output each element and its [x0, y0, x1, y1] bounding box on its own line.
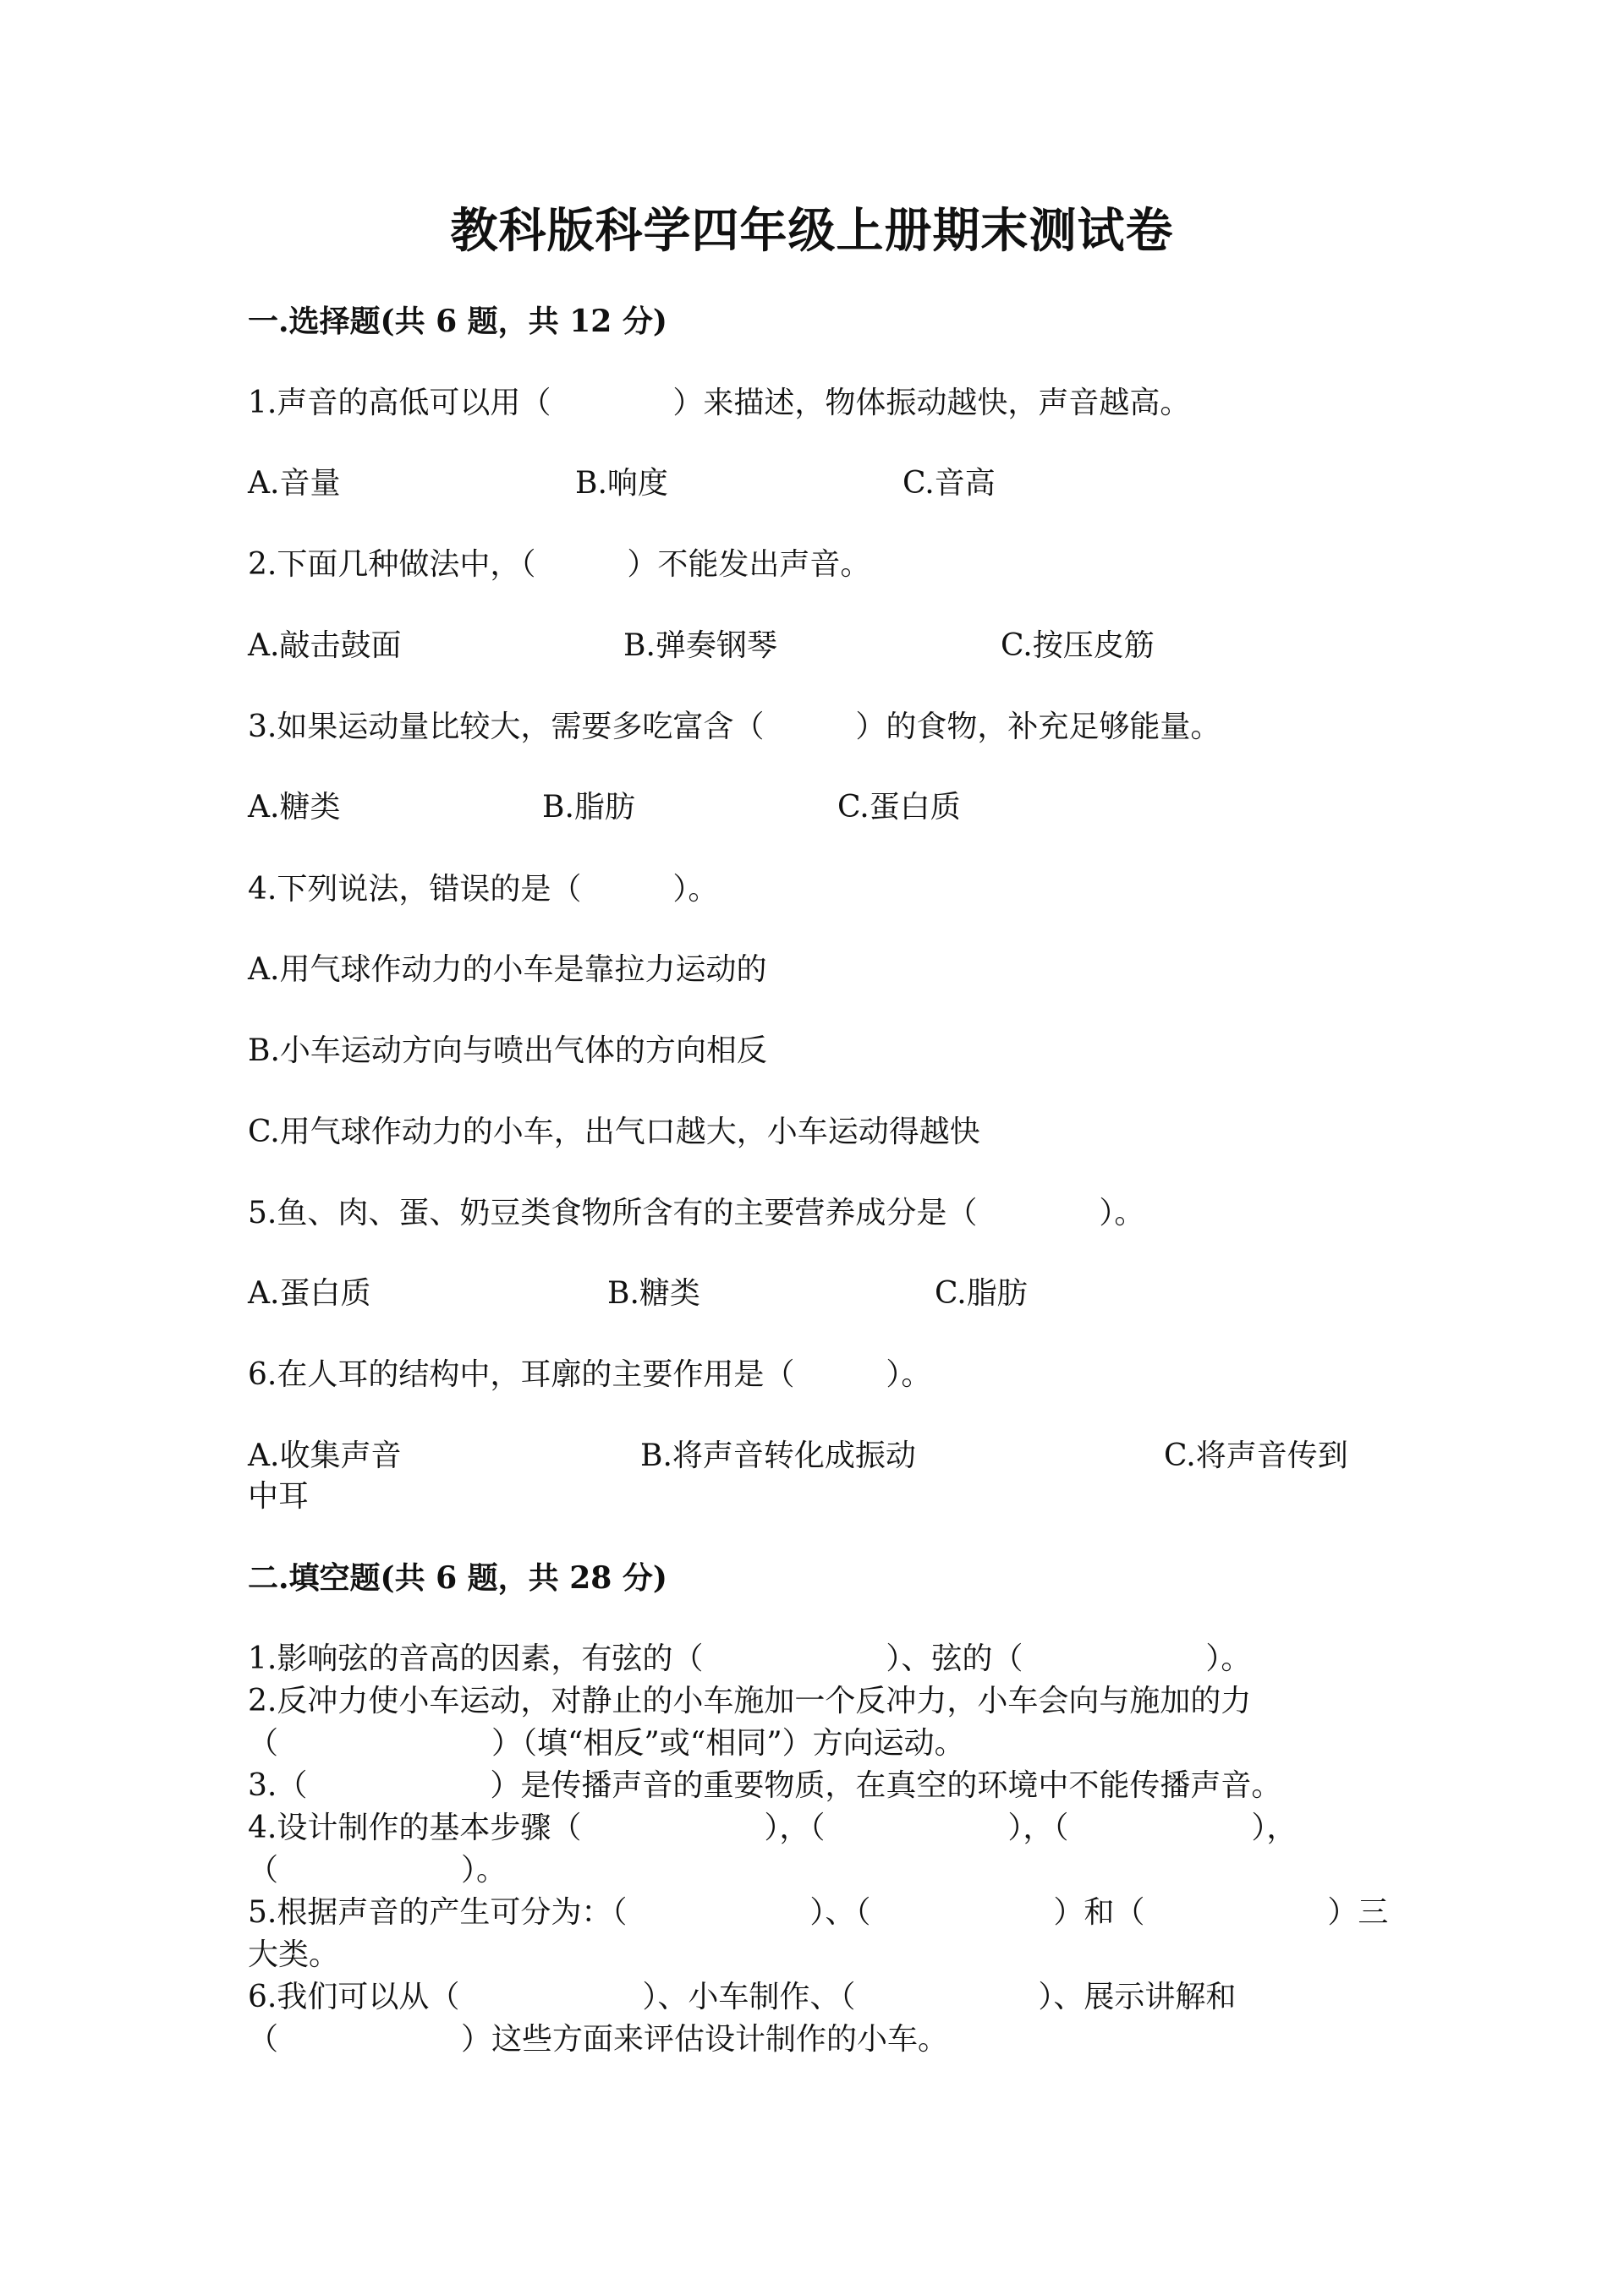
fill-line: 3.（ ）是传播声音的重要物质，在真空的环境中不能传播声音。 — [248, 1768, 1282, 1803]
option-a: A.糖类 — [248, 790, 341, 825]
section-heading-fill: 二.填空题(共 6 题，共 28 分) — [248, 1560, 667, 1596]
option-a: A.音量 — [248, 466, 341, 501]
option-c: C.脂肪 — [935, 1276, 1028, 1311]
fill-line: 1.影响弦的音高的因素，有弦的（ ）、弦的（ ）。 — [248, 1641, 1252, 1676]
fill-line: 大类。 — [248, 1937, 340, 1972]
option-b: B.将声音转化成振动 — [640, 1438, 916, 1473]
question-stem: 1.声音的高低可以用（ ）来描述，物体振动越快，声音越高。 — [248, 386, 1191, 420]
option-c: C.用气球作动力的小车，出气口越大，小车运动得越快 — [248, 1115, 980, 1149]
option-b: B.响度 — [575, 466, 668, 501]
option-a: A.敲击鼓面 — [248, 628, 402, 663]
option-a: A.用气球作动力的小车是靠拉力运动的 — [248, 952, 767, 987]
option-c: C.将声音传到 — [1164, 1438, 1348, 1473]
question-stem: 2.下面几种做法中，（ ）不能发出声音。 — [248, 547, 871, 582]
question-stem: 4.下列说法，错误的是（ ）。 — [248, 872, 719, 907]
fill-line: 5.根据声音的产生可分为：（ ）、（ ）和（ ）三 — [248, 1895, 1389, 1930]
question-stem: 3.如果运动量比较大，需要多吃富含（ ）的食物，补充足够能量。 — [248, 710, 1221, 744]
option-c: C.按压皮筋 — [1001, 628, 1155, 663]
fill-line: （ ）。 — [248, 1853, 508, 1888]
option-c: C.蛋白质 — [837, 790, 961, 825]
option-a: A.蛋白质 — [248, 1276, 371, 1311]
fill-line: 6.我们可以从（ ）、小车制作、（ ）、展示讲解和 — [248, 1980, 1237, 2014]
fill-line: （ ）这些方面来评估设计制作的小车。 — [248, 2022, 949, 2057]
option-b: B.脂肪 — [542, 790, 635, 825]
option-b: B.小车运动方向与喷出气体的方向相反 — [248, 1033, 767, 1068]
section-heading-choice: 一.选择题(共 6 题，共 12 分) — [248, 304, 667, 339]
question-stem: 5.鱼、肉、蛋、奶豆类食物所含有的主要营养成分是（ ）。 — [248, 1196, 1145, 1230]
option-c: C.音高 — [903, 466, 996, 501]
option-a: A.收集声音 — [248, 1438, 402, 1473]
fill-line: （ ）（填“相反”或“相同”）方向运动。 — [248, 1726, 965, 1761]
option-c-continued: 中耳 — [248, 1479, 310, 1514]
page-title: 教科版科学四年级上册期末测试卷 — [450, 203, 1174, 259]
fill-line: 2.反冲力使小车运动，对静止的小车施加一个反冲力，小车会向与施加的力 — [248, 1684, 1252, 1718]
question-stem: 6.在人耳的结构中，耳廓的主要作用是（ ）。 — [248, 1357, 932, 1392]
option-b: B.弹奏钢琴 — [623, 628, 777, 663]
fill-line: 4.设计制作的基本步骤（ ），（ ），（ ）， — [248, 1811, 1298, 1845]
option-b: B.糖类 — [607, 1276, 700, 1311]
